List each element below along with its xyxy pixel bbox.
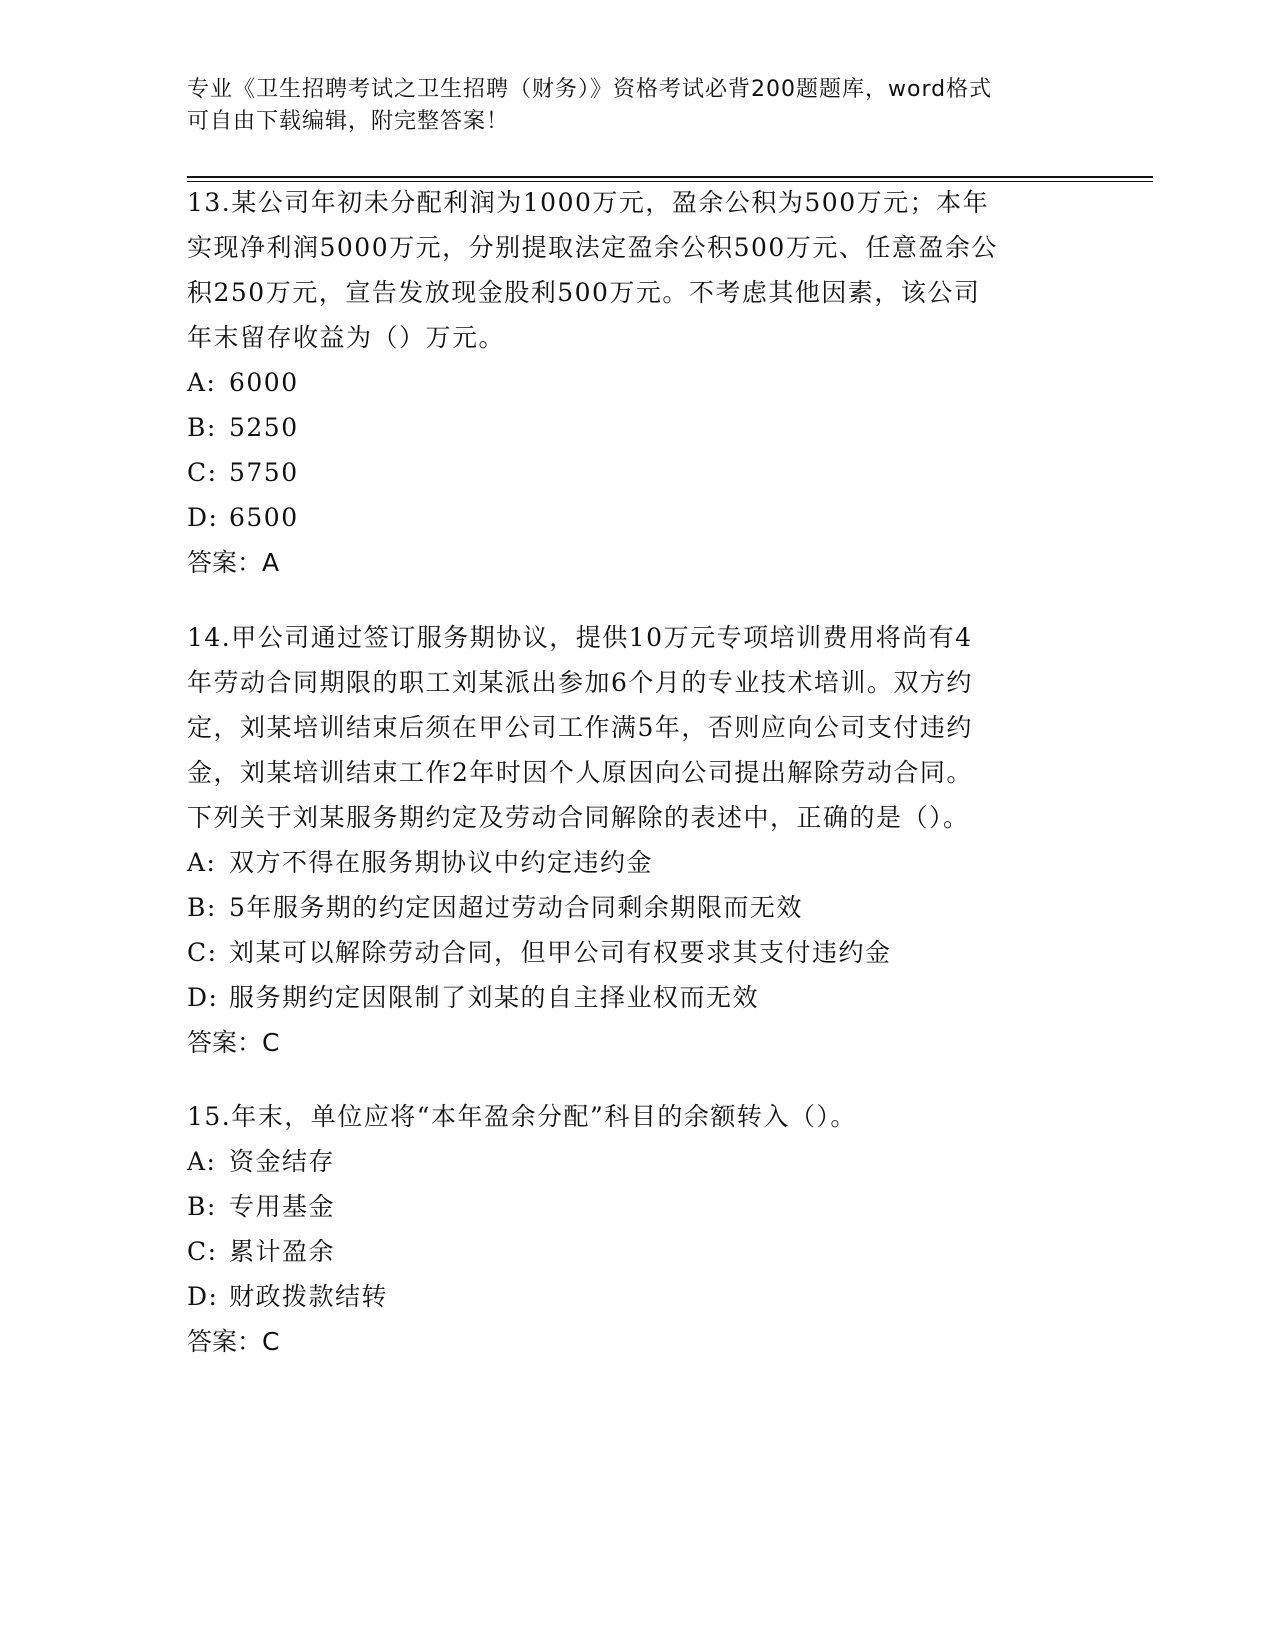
- option-text: 累计盈余: [229, 1237, 336, 1266]
- header-line-1: 专业《卫生招聘考试之卫生招聘（财务）》资格考试必背200题题库，word格式: [187, 77, 993, 102]
- option-text: 双方不得在服务期协议中约定违约金: [229, 848, 654, 877]
- option-letter: B:: [187, 893, 217, 922]
- option-text: 6500: [229, 503, 299, 532]
- question-14: [187, 615, 1087, 1065]
- question-13: [187, 180, 1087, 585]
- option-letter: B:: [187, 1192, 217, 1221]
- question-text-line: 15.年末，单位应将“本年盈余分配”科目的余额转入（）。: [187, 1102, 857, 1131]
- option-letter: C:: [187, 938, 218, 967]
- option-d: [187, 975, 1087, 1020]
- option-c: [187, 450, 1087, 495]
- option-text: 6000: [229, 368, 299, 397]
- option-a: [187, 1139, 1087, 1184]
- option-letter: A:: [187, 848, 217, 877]
- option-letter: A:: [187, 1147, 217, 1176]
- option-d: [187, 495, 1087, 540]
- option-letter: A:: [187, 368, 217, 397]
- option-letter: D:: [187, 983, 219, 1012]
- option-letter: B:: [187, 413, 217, 442]
- option-letter: D:: [187, 503, 219, 532]
- header-line-2: 可自由下载编辑，附完整答案！: [187, 109, 510, 134]
- option-letter: C:: [187, 458, 218, 487]
- option-text: 服务期约定因限制了刘某的自主择业权而无效: [229, 983, 760, 1012]
- header-divider-thick: [187, 176, 1153, 178]
- question-text-line: 实现净利润5000万元，分别提取法定盈余公积500万元、任意盈余公: [187, 233, 998, 262]
- question-text-line: 年劳动合同期限的职工刘某派出参加6个月的专业技术培训。双方约: [187, 668, 973, 697]
- option-a: [187, 840, 1087, 885]
- question-text-line: 下列关于刘某服务期约定及劳动合同解除的表述中，正确的是（）。: [187, 803, 970, 832]
- question-text-line: 13.某公司年初未分配利润为1000万元，盈余公积为500万元；本年: [187, 188, 990, 217]
- option-letter: D:: [187, 1282, 219, 1311]
- option-b: [187, 1184, 1087, 1229]
- option-b: [187, 885, 1087, 930]
- option-letter: C:: [187, 1237, 218, 1266]
- option-text: 刘某可以解除劳动合同，但甲公司有权要求其支付违约金: [229, 938, 892, 967]
- option-b: [187, 405, 1087, 450]
- option-text: 财政拨款结转: [229, 1282, 389, 1311]
- answer-line: 答案：C: [187, 1028, 280, 1057]
- question-text-line: 积250万元，宣告发放现金股利500万元。不考虑其他因素，该公司: [187, 278, 981, 307]
- question-text-line: 定，刘某培训结束后须在甲公司工作满5年，否则应向公司支付违约: [187, 713, 973, 742]
- option-text: 专用基金: [229, 1192, 336, 1221]
- option-text: 资金结存: [229, 1147, 336, 1176]
- answer-line: 答案：C: [187, 1327, 280, 1356]
- option-text: 5750: [229, 458, 299, 487]
- document-header: [187, 74, 1067, 138]
- question-15: [187, 1094, 1087, 1364]
- option-d: [187, 1274, 1087, 1319]
- option-text: 5250: [229, 413, 299, 442]
- option-a: [187, 360, 1087, 405]
- option-c: [187, 1229, 1087, 1274]
- option-c: [187, 930, 1087, 975]
- question-text-line: 14.甲公司通过签订服务期协议，提供10万元专项培训费用将尚有4: [187, 623, 973, 652]
- question-text-line: 年末留存收益为（）万元。: [187, 323, 506, 352]
- answer-line: 答案：A: [187, 548, 280, 577]
- option-text: 5年服务期的约定因超过劳动合同剩余期限而无效: [229, 893, 803, 922]
- question-text-line: 金，刘某培训结束工作2年时因个人原因向公司提出解除劳动合同。: [187, 758, 973, 787]
